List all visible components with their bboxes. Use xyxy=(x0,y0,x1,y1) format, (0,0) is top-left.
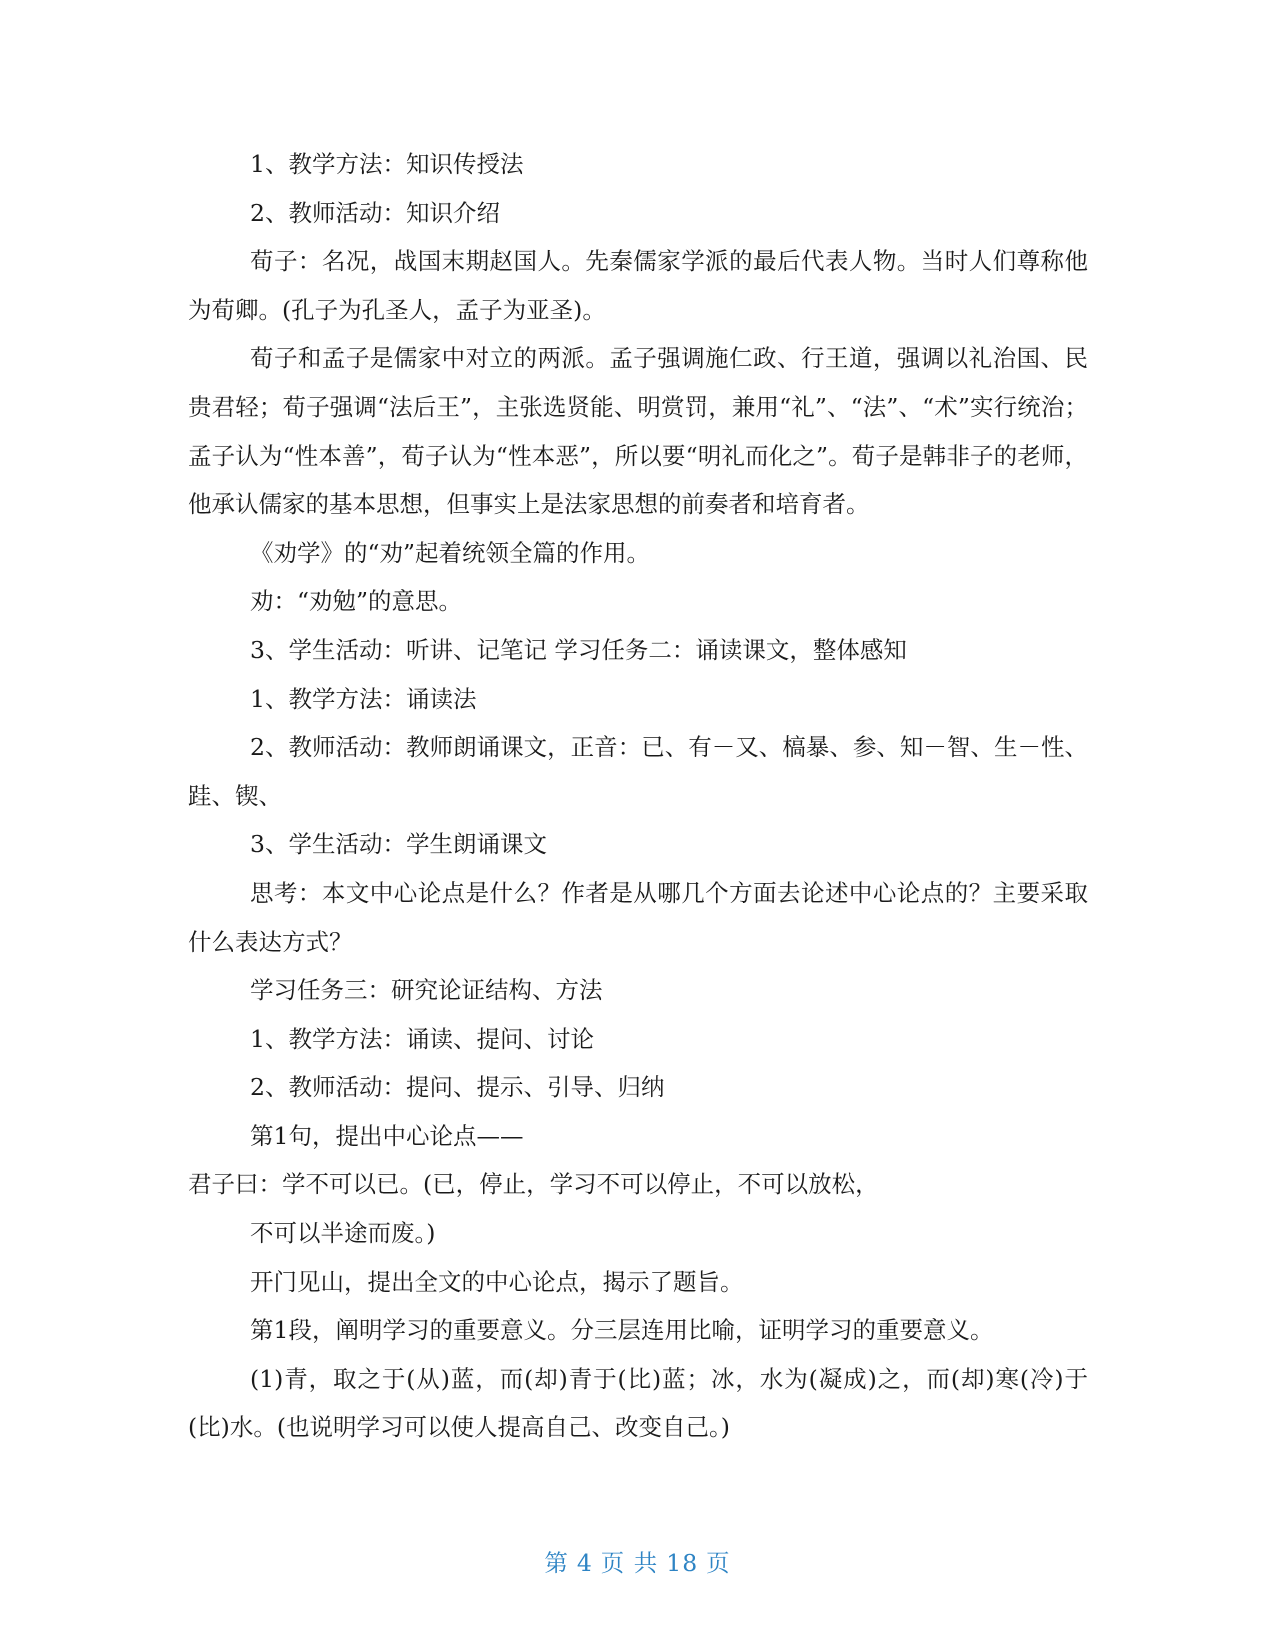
paragraph: 君子曰：学不可以已。(已，停止，学习不可以停止，不可以放松， xyxy=(188,1170,879,1199)
paragraph: 1、教学方法：诵读、提问、讨论 xyxy=(250,1024,594,1053)
paragraph: 1、教学方法：诵读法 xyxy=(250,684,477,713)
paragraph: 《劝学》的“劝”起着统领全篇的作用。 xyxy=(250,538,651,567)
paragraph: 不可以半途而废。) xyxy=(250,1219,436,1248)
page-suffix: 页 xyxy=(706,1549,731,1577)
paragraph: 3、学生活动：听讲、记笔记 学习任务二：诵读课文，整体感知 xyxy=(250,635,907,664)
paragraph: 荀子和孟子是儒家中对立的两派。孟子强调施仁政、行王道，强调以礼治国、民贵君轻；荀子强调“法后王”，主张选贤能、明赏罚，兼用“礼”、“法”、“术”实行统治；孟子认为“性本善”，荀子认为“性本恶”，所以要“明礼而化之”。荀子是韩非子的老师，他承认儒家的基本思想，但事实上是法家思想的前奏者和培育者。 xyxy=(188,344,1088,519)
paragraph: 1、教学方法：知识传授法 xyxy=(250,150,524,178)
paragraph: 学习任务三：研究论证结构、方法 xyxy=(250,976,603,1005)
paragraph: 2、教师活动：教师朗诵课文，正音：已、有－又、槁暴、参、知－智、生－性、跬、锲、 xyxy=(188,733,1088,810)
page-footer xyxy=(0,1544,1275,1578)
paragraph: 3、学生活动：学生朗诵课文 xyxy=(250,830,547,859)
paragraph: 荀子：名况，战国末期赵国人。先秦儒家学派的最后代表人物。当时人们尊称他为荀卿。(孔子为孔圣人，孟子为亚圣)。 xyxy=(188,247,1088,324)
total-pages: 18 xyxy=(666,1549,699,1577)
page-number: 4 xyxy=(576,1549,593,1577)
paragraph: 2、教师活动：知识介绍 xyxy=(250,198,500,227)
paragraph: 开门见山，提出全文的中心论点，揭示了题旨。 xyxy=(250,1267,744,1296)
paragraph: (1)青，取之于(从)蓝，而(却)青于(比)蓝；冰，水为(凝成)之，而(却)寒(冷)于(比)水。(也说明学习可以使人提高自己、改变自己。) xyxy=(188,1364,1088,1442)
paragraph: 2、教师活动：提问、提示、引导、归纳 xyxy=(250,1073,665,1102)
paragraph: 劝：“劝勉”的意思。 xyxy=(250,587,463,616)
paragraph: 第1段，阐明学习的重要意义。分三层连用比喻，证明学习的重要意义。 xyxy=(250,1316,994,1345)
paragraph: 思考：本文中心论点是什么？作者是从哪几个方面去论述中心论点的？主要采取什么表达方式？ xyxy=(188,878,1088,956)
paragraph: 第1句，提出中心论点—— xyxy=(250,1121,524,1150)
page-middle: 页 共 xyxy=(600,1549,659,1577)
page-prefix: 第 xyxy=(544,1549,569,1577)
document-body xyxy=(188,140,1088,1452)
